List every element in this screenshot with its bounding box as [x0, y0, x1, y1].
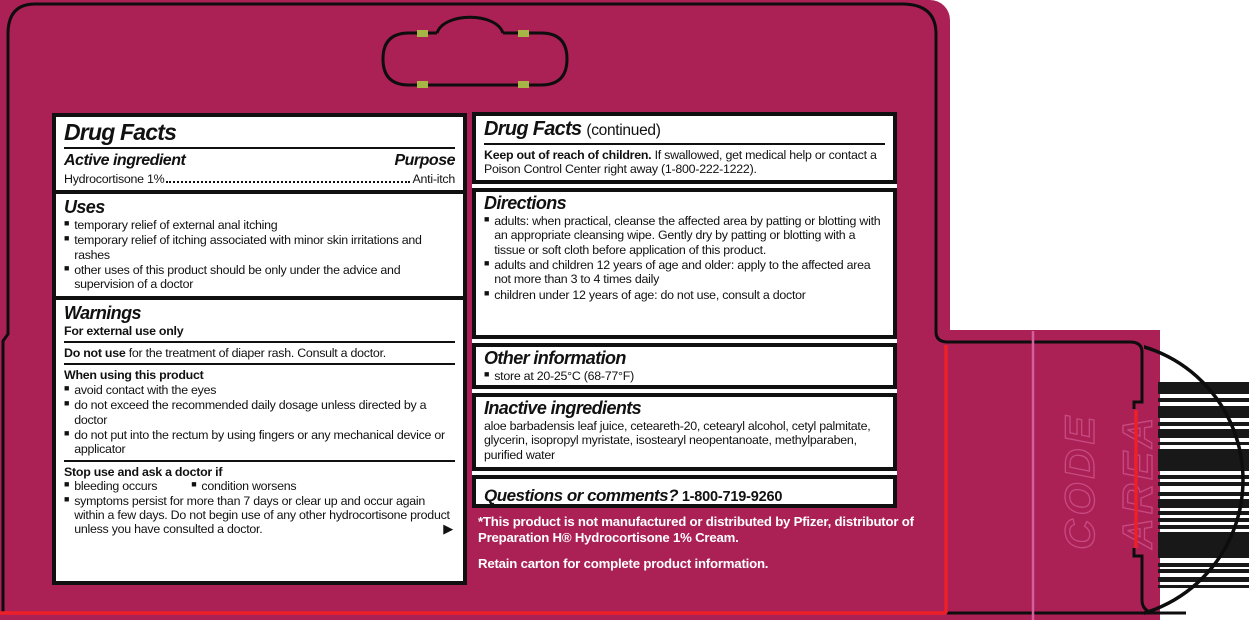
questions-phone: 1-800-719-9260	[677, 489, 783, 505]
section-divider	[56, 296, 463, 300]
section-divider	[56, 190, 463, 194]
other-information-box	[472, 343, 897, 389]
when-using-heading: When using this product	[64, 368, 204, 383]
do-not-use-paragraph	[64, 346, 455, 360]
keep-out-lead: Keep out of reach of children.	[484, 148, 652, 162]
ingredient-purpose: Anti-itch	[412, 171, 455, 186]
barcode	[1158, 382, 1249, 586]
drug-facts-continued-title-main: Drug Facts	[484, 118, 582, 140]
uses-bullet: ■ temporary relief of external anal itching	[64, 218, 455, 232]
inactive-ingredients-heading: Inactive ingredients	[484, 398, 642, 418]
code-area-label: CODE AREA	[1056, 412, 1161, 550]
dot-leader	[166, 181, 410, 183]
uses-bullet: ■ temporary relief of itching associated with minor skin irritations and rashes	[64, 233, 455, 262]
keep-out-paragraph	[484, 148, 885, 177]
stop-use-pair-row	[64, 479, 455, 493]
when-using-bullet: ■ do not put into the rectum by using fingers or any mechanical device or applicator	[64, 428, 455, 457]
directions-heading: Directions	[484, 193, 567, 213]
when-using-bullet: ■ avoid contact with the eyes	[64, 383, 455, 397]
pfizer-disclaimer: *This product is not manufactured or distributed by Pfizer, distributor of Preparation H® Hydrocortisone 1% Cream.	[478, 514, 914, 545]
ingredient-name: Hydrocortisone 1%	[64, 171, 165, 186]
drug-facts-continued-suffix	[586, 122, 660, 139]
inactive-ingredients-box	[472, 393, 897, 471]
external-use-note: For external use only	[64, 323, 184, 338]
questions-row	[484, 481, 885, 508]
warnings-rule	[64, 341, 455, 343]
do-not-use-rest: for the treatment of diaper rash. Consult a doctor.	[125, 346, 386, 361]
retain-carton-note: Retain carton for complete product information.	[478, 555, 769, 571]
do-not-use-lead: Do not use	[64, 346, 126, 361]
stop-use-heading: Stop use and ask a doctor if	[64, 464, 223, 479]
drug-facts-panel	[52, 113, 467, 585]
drug-facts-continued-title	[484, 118, 885, 140]
directions-bullet: ■ adults: when practical, cleanse the affected area by patting or blotting with an appropriate cleansing wipe. Gently dry by patting or blotting with a tissue or soft cloth before application of this product.	[484, 214, 885, 257]
warnings-rule	[64, 363, 455, 365]
uses-bullet: ■ other uses of this product should be only under the advice and supervision of a doctor	[64, 263, 455, 292]
footer-notes	[478, 514, 950, 572]
drug-facts-title: Drug Facts	[64, 119, 177, 145]
other-information-bullet: ■ store at 20-25°C (68-77°F)	[484, 369, 885, 383]
when-using-bullet: ■ do not exceed the recommended daily dosage unless directed by a doctor	[64, 398, 455, 427]
drug-facts-continued-column	[472, 112, 897, 508]
continued-text: (continued)	[586, 122, 661, 139]
stop-use-bullet: ■ symptoms persist for more than 7 days or clear up and occur again within a few days. Do not begin use of any other hydrocortisone product unless you have consulted a doctor.	[64, 494, 455, 537]
other-information-heading: Other information	[484, 348, 626, 368]
active-ingredient-heading: Active ingredient	[64, 152, 186, 170]
warnings-rule	[64, 460, 455, 462]
title-rule	[64, 147, 455, 149]
purpose-heading: Purpose	[394, 152, 455, 170]
keep-out-rest: If swallowed, get medical help or contact a Poison Control Center right away (1-800-222-1222).	[484, 148, 877, 177]
warnings-heading: Warnings	[64, 302, 141, 323]
inactive-ingredients-text: aloe barbadensis leaf juice, ceteareth-20, cetearyl alcohol, cetyl palmitate, glycerin, isopropyl myristate, isostearyl neopentanoate, methylparaben, purified water	[484, 418, 871, 462]
questions-box	[472, 475, 897, 508]
questions-heading: Questions or comments?	[484, 486, 678, 505]
keep-out-box	[472, 112, 897, 184]
stop-use-bullet: ■ bleeding occurs	[64, 479, 157, 493]
continued-arrow-icon: ▶	[443, 520, 453, 536]
stop-use-bullet: ■ condition worsens	[191, 479, 296, 493]
ingredient-leader-row	[64, 172, 455, 186]
directions-box	[472, 188, 897, 339]
uses-heading: Uses	[64, 197, 105, 218]
continued-rule	[484, 143, 885, 145]
directions-bullet: ■ children under 12 years of age: do not use, consult a doctor	[484, 288, 885, 302]
directions-bullet: ■ adults and children 12 years of age and older: apply to the affected area not more than 3 to 4 times daily	[484, 258, 885, 287]
active-ingredient-row	[64, 152, 455, 171]
